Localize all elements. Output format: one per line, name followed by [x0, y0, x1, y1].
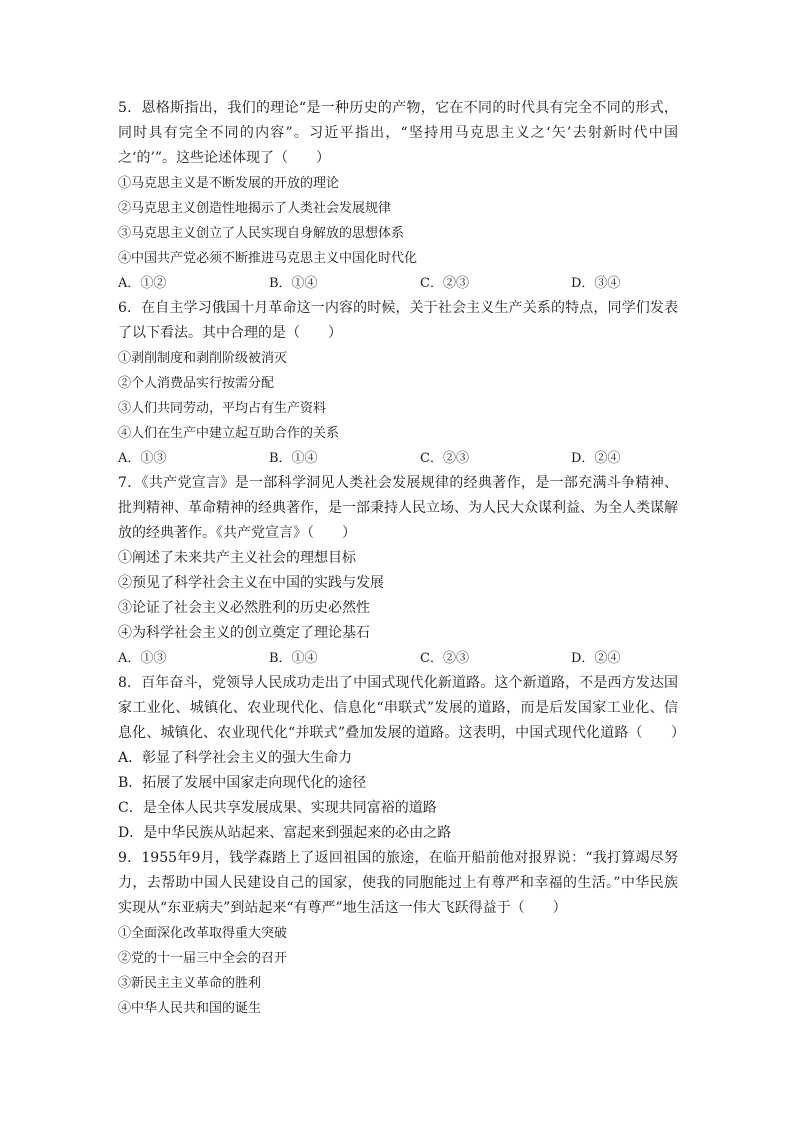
question-5-choice-d[interactable]: D．③④	[571, 276, 621, 291]
question-5-choice-a[interactable]: A．①②	[118, 276, 167, 291]
question-6-choice-c[interactable]: C．②③	[420, 451, 469, 466]
question-5-item-4: ④中国共产党必须不断推进马克思主义中国化时代化	[118, 251, 418, 266]
question-9-item-3: ③新民主主义革命的胜利	[118, 976, 262, 991]
question-6-item-3: ③人们共同劳动，平均占有生产资料	[118, 401, 327, 416]
question-7-item-2: ②预见了科学社会主义在中国的实践与发展	[118, 575, 384, 591]
question-7-stem: 7．《共产党宣言》是一部科学洞见人类社会发展规律的经典著作，是一部充满斗争精神、批判精神、革命精神的经典著作，是一部秉持人民立场、为人民大众谋利益、为全人类谋解放的经典著作。《共产党宣言》（ ）	[118, 475, 678, 541]
question-6-item-1: ①剥削制度和剥削阶级被消灭	[118, 351, 288, 366]
question-6-stem: 6．在自主学习俄国十月革命这一内容的时候，关于社会主义生产关系的特点，同学们发表了以下看法。其中合理的是（ ）	[118, 300, 678, 341]
question-5-choice-b[interactable]: B．①④	[269, 276, 318, 291]
question-5-choice-c[interactable]: C．②③	[420, 276, 469, 291]
question-8-choice-d[interactable]: D．是中华民族从站起来、富起来到强起来的必由之路	[118, 825, 452, 841]
question-9-item-2: ②党的十一届三中全会的召开	[118, 951, 288, 966]
question-list	[118, 96, 678, 1021]
question-9-item-4: ④中华人民共和国的诞生	[118, 1001, 262, 1016]
question-5-item-1: ①马克思主义是不断发展的开放的理论	[118, 176, 340, 191]
question-6-choice-a[interactable]: A．①③	[118, 451, 167, 466]
question-7-choice-b[interactable]: B．①④	[269, 651, 318, 666]
question-7-choice-c[interactable]: C．②③	[420, 651, 469, 666]
question-6-choices	[118, 446, 678, 471]
question-7-item-3: ③论证了社会主义必然胜利的历史必然性	[118, 600, 370, 616]
question-8-choice-c[interactable]: C．是全体人民共享发展成果、实现共同富裕的道路	[118, 800, 437, 816]
question-5-item-3: ③马克思主义创立了人民实现自身解放的思想体系	[118, 226, 405, 241]
question-6-item-4: ④人们在生产中建立起互助合作的关系	[118, 426, 340, 441]
question-5-choices	[118, 271, 678, 296]
question-7-choice-d[interactable]: D．②④	[571, 651, 621, 666]
question-8-stem: 8．百年奋斗，党领导人民成功走出了中国式现代化新道路。这个新道路，不是西方发达国家工业化、城镇化、农业现代化、信息化“串联式”发展的道路，而是后发国家工业化、信息化、城镇化、农业现代化“并联式”叠加发展的道路。这表明，中国式现代化道路（ ）A．彰显了科学社会主义的强大生命力	[118, 675, 678, 766]
question-6-choice-d[interactable]: D．②④	[571, 451, 621, 466]
question-9-stem: 9．1955年9月，钱学森踏上了返回祖国的旅途，在临开船前他对报界说：“我打算竭尽努力，去帮助中国人民建设自己的国家，使我的同胞能过上有尊严和幸福的生活。”中华民族实现从“东亚病夫”到站起来“有尊严”地生活这一伟大飞跃得益于（ ）	[118, 850, 678, 916]
question-9-item-1: ①全面深化改革取得重大突破	[118, 926, 288, 941]
question-5-stem: 5．恩格斯指出，我们的理论“是一种历史的产物，它在不同的时代具有完全不同的形式，同时具有完全不同的内容”。习近平指出，“坚持用马克思主义之‘矢’去射新时代中国之‘的’”。这些论述体现了（ ）	[118, 100, 678, 166]
question-6-choice-b[interactable]: B．①④	[269, 451, 318, 466]
question-7-item-4: ④为科学社会主义的创立奠定了理论基石	[118, 625, 370, 641]
question-7-choices	[118, 646, 678, 671]
question-7-item-1: ①阐述了未来共产主义社会的理想目标	[118, 550, 356, 566]
question-7-choice-a[interactable]: A．①③	[118, 651, 167, 666]
question-5-item-2: ②马克思主义创造性地揭示了人类社会发展规律	[118, 201, 392, 216]
question-8-choice-b[interactable]: B．拓展了发展中国家走向现代化的途径	[118, 775, 367, 791]
question-6-item-2: ②个人消费品实行按需分配	[118, 376, 275, 391]
